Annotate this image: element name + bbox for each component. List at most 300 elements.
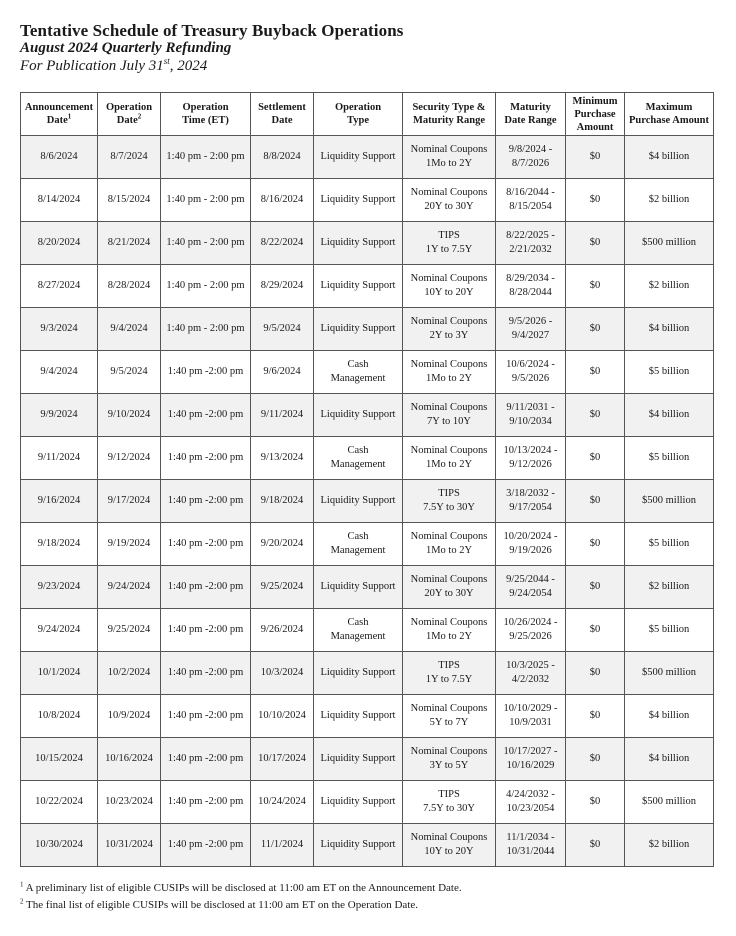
operation-date-cell: 10/16/2024 <box>98 738 161 781</box>
publication-suffix: , 2024 <box>169 58 208 74</box>
settlement-date-cell: 9/5/2024 <box>251 308 314 351</box>
operation-type-cell <box>314 265 403 308</box>
operation-type-cell-line: Liquidity Support <box>320 237 396 248</box>
security-type-cell-line: TIPS <box>438 660 460 671</box>
security-type-cell-line: TIPS <box>438 488 460 499</box>
announcement-date-cell: 9/9/2024 <box>21 394 98 437</box>
security-type-cell-line: Nominal Coupons <box>410 187 488 198</box>
security-type-cell-line: 1Y to 7.5Y <box>425 674 473 685</box>
maximum-purchase-cell: $5 billion <box>625 523 714 566</box>
operation-date-cell: 9/19/2024 <box>98 523 161 566</box>
maximum-purchase-cell: $4 billion <box>625 738 714 781</box>
minimum-purchase-cell: $0 <box>566 265 625 308</box>
footnote-text: A preliminary list of eligible CUSIPs will be disclosed at 11:00 am ET on the Announcement Date. <box>23 882 462 894</box>
minimum-purchase-cell: $0 <box>566 222 625 265</box>
maturity-range-cell-line: 9/11/2031 - <box>506 402 555 413</box>
footnote-number: 2 <box>20 897 24 906</box>
operation-time-cell: 1:40 pm -2:00 pm <box>161 781 251 824</box>
operation-date-cell: 10/2/2024 <box>98 652 161 695</box>
table-row <box>21 824 714 867</box>
maximum-purchase-cell: $4 billion <box>625 136 714 179</box>
announcement-date-cell: 9/11/2024 <box>21 437 98 480</box>
column-header-text: Operation <box>334 102 382 113</box>
maturity-range-cell-line: 11/1/2034 - <box>506 832 555 843</box>
operation-type-cell <box>314 480 403 523</box>
publication-prefix: For Publication July 31 <box>20 58 164 74</box>
operation-type-cell-line: Cash <box>347 617 369 628</box>
announcement-date-cell: 9/24/2024 <box>21 609 98 652</box>
operation-type-cell-line: Management <box>330 545 386 556</box>
column-header-text: Date Range <box>504 115 557 126</box>
operation-type-cell <box>314 609 403 652</box>
maturity-range-cell <box>496 179 566 222</box>
table-body <box>21 136 714 867</box>
settlement-date-cell: 9/13/2024 <box>251 437 314 480</box>
maturity-range-cell-line: 9/4/2027 <box>511 330 550 341</box>
maximum-purchase-cell: $2 billion <box>625 265 714 308</box>
minimum-purchase-cell: $0 <box>566 179 625 222</box>
operation-type-cell <box>314 351 403 394</box>
maturity-range-cell-line: 9/25/2044 - <box>506 574 555 585</box>
table-row <box>21 523 714 566</box>
operation-type-cell-line: Liquidity Support <box>320 796 396 807</box>
maturity-range-cell <box>496 523 566 566</box>
operation-type-cell <box>314 566 403 609</box>
security-type-cell-line: 1Y to 7.5Y <box>425 244 473 255</box>
page-title: Tentative Schedule of Treasury Buyback Operations <box>20 21 404 40</box>
column-header-line <box>253 114 311 127</box>
column-header-text: Minimum <box>572 95 618 107</box>
operation-date-cell: 9/24/2024 <box>98 566 161 609</box>
settlement-date-cell: 9/11/2024 <box>251 394 314 437</box>
security-type-cell-line: Nominal Coupons <box>410 144 488 155</box>
maturity-range-cell <box>496 781 566 824</box>
security-type-cell-line: Nominal Coupons <box>410 703 488 714</box>
maturity-range-cell <box>496 566 566 609</box>
operation-time-cell: 1:40 pm - 2:00 pm <box>161 308 251 351</box>
settlement-date-cell: 10/24/2024 <box>251 781 314 824</box>
operation-type-cell-line: Management <box>330 373 386 384</box>
settlement-date-cell: 8/29/2024 <box>251 265 314 308</box>
column-header-line <box>627 114 711 127</box>
column-header-line <box>568 108 622 121</box>
column-header-text: Maximum <box>645 102 693 113</box>
announcement-date-cell: 10/30/2024 <box>21 824 98 867</box>
column-header-line <box>498 114 563 127</box>
security-type-cell-line: Nominal Coupons <box>410 402 488 413</box>
operation-type-cell <box>314 222 403 265</box>
minimum-purchase-cell: $0 <box>566 566 625 609</box>
publication-ordinal: st <box>163 56 170 66</box>
operation-date-cell: 8/21/2024 <box>98 222 161 265</box>
maturity-range-cell <box>496 265 566 308</box>
column-header-line <box>568 121 622 134</box>
column-header-text: Purchase Amount <box>628 115 710 126</box>
operation-type-cell-line: Cash <box>347 531 369 542</box>
column-header-text: Date <box>46 115 68 126</box>
announcement-date-cell: 8/6/2024 <box>21 136 98 179</box>
maximum-purchase-cell: $2 billion <box>625 824 714 867</box>
security-type-cell-line: 20Y to 30Y <box>424 201 474 212</box>
maturity-range-cell-line: 9/8/2024 - <box>508 144 553 155</box>
footnote-marker: 2 <box>137 112 142 121</box>
column-header-text: Operation <box>105 102 153 113</box>
column-header-line <box>627 101 711 114</box>
column-header-text: Type <box>347 115 369 126</box>
operation-time-cell: 1:40 pm -2:00 pm <box>161 480 251 523</box>
table-row <box>21 781 714 824</box>
maturity-range-cell-line: 8/22/2025 - <box>506 230 555 241</box>
operation-time-cell: 1:40 pm -2:00 pm <box>161 523 251 566</box>
operation-time-cell: 1:40 pm - 2:00 pm <box>161 179 251 222</box>
security-type-cell-line: 10Y to 20Y <box>424 846 474 857</box>
security-type-cell-line: 20Y to 30Y <box>424 588 474 599</box>
footnote <box>20 880 462 897</box>
operation-date-cell: 9/17/2024 <box>98 480 161 523</box>
security-type-cell-line: Nominal Coupons <box>410 273 488 284</box>
page-subtitle: August 2024 Quarterly Refunding <box>20 40 232 56</box>
operation-time-cell: 1:40 pm -2:00 pm <box>161 609 251 652</box>
operation-date-cell: 8/28/2024 <box>98 265 161 308</box>
minimum-purchase-cell: $0 <box>566 695 625 738</box>
table-row <box>21 308 714 351</box>
table-row <box>21 265 714 308</box>
operation-date-cell: 10/31/2024 <box>98 824 161 867</box>
operation-time-cell: 1:40 pm -2:00 pm <box>161 351 251 394</box>
operation-date-cell: 10/9/2024 <box>98 695 161 738</box>
maturity-range-cell-line: 9/17/2054 <box>509 502 552 513</box>
operation-date-cell: 9/25/2024 <box>98 609 161 652</box>
operation-type-cell <box>314 437 403 480</box>
column-header-text: Settlement <box>258 102 306 113</box>
footnote-marker: 1 <box>67 112 72 121</box>
operation-type-cell <box>314 394 403 437</box>
column-header <box>98 93 161 136</box>
column-header-text: Announcement <box>24 102 94 113</box>
security-type-cell <box>403 695 496 738</box>
table-row <box>21 222 714 265</box>
maturity-range-cell <box>496 824 566 867</box>
maturity-range-cell-line: 9/5/2026 <box>511 373 550 384</box>
maturity-range-cell <box>496 394 566 437</box>
column-header-line <box>23 101 95 114</box>
maturity-range-cell-line: 9/5/2026 - <box>508 316 553 327</box>
operation-date-cell: 9/10/2024 <box>98 394 161 437</box>
settlement-date-cell: 11/1/2024 <box>251 824 314 867</box>
operation-type-cell <box>314 781 403 824</box>
settlement-date-cell: 9/26/2024 <box>251 609 314 652</box>
operation-date-cell: 10/23/2024 <box>98 781 161 824</box>
minimum-purchase-cell: $0 <box>566 480 625 523</box>
maturity-range-cell-line: 10/23/2054 <box>506 803 555 814</box>
maturity-range-cell <box>496 222 566 265</box>
maximum-purchase-cell: $5 billion <box>625 609 714 652</box>
security-type-cell-line: 7Y to 10Y <box>427 416 471 427</box>
column-header-line <box>405 114 493 127</box>
security-type-cell-line: TIPS <box>438 789 460 800</box>
security-type-cell-line: Nominal Coupons <box>410 359 488 370</box>
security-type-cell <box>403 480 496 523</box>
maximum-purchase-cell: $500 million <box>625 781 714 824</box>
security-type-cell-line: Nominal Coupons <box>410 746 488 757</box>
minimum-purchase-cell: $0 <box>566 351 625 394</box>
operation-time-cell: 1:40 pm -2:00 pm <box>161 824 251 867</box>
operation-type-cell-line: Cash <box>347 359 369 370</box>
operation-time-cell: 1:40 pm -2:00 pm <box>161 437 251 480</box>
table-row <box>21 738 714 781</box>
security-type-cell <box>403 308 496 351</box>
column-header-text: Operation <box>182 102 229 113</box>
table-row <box>21 351 714 394</box>
footnotes <box>20 880 462 914</box>
publication-date <box>20 58 207 75</box>
operation-type-cell <box>314 652 403 695</box>
table-row <box>21 695 714 738</box>
minimum-purchase-cell: $0 <box>566 609 625 652</box>
column-header-text: Security Type & <box>412 102 486 113</box>
maximum-purchase-cell: $4 billion <box>625 695 714 738</box>
maturity-range-cell-line: 8/16/2044 - <box>506 187 555 198</box>
announcement-date-cell: 8/14/2024 <box>21 179 98 222</box>
security-type-cell <box>403 566 496 609</box>
maturity-range-cell-line: 10/26/2024 - <box>503 617 558 628</box>
maturity-range-cell-line: 10/3/2025 - <box>506 660 555 671</box>
operation-type-cell <box>314 695 403 738</box>
operation-time-cell: 1:40 pm - 2:00 pm <box>161 136 251 179</box>
security-type-cell-line: Nominal Coupons <box>410 531 488 542</box>
operation-type-cell-line: Liquidity Support <box>320 409 396 420</box>
column-header-text: Time (ET) <box>182 115 229 126</box>
operation-type-cell-line: Management <box>330 631 386 642</box>
maturity-range-cell-line: 9/19/2026 <box>509 545 552 556</box>
announcement-date-cell: 10/8/2024 <box>21 695 98 738</box>
maturity-range-cell-line: 9/10/2034 <box>509 416 552 427</box>
security-type-cell <box>403 265 496 308</box>
maturity-range-cell-line: 8/29/2034 - <box>506 273 555 284</box>
maturity-range-cell-line: 4/24/2032 - <box>506 789 555 800</box>
maximum-purchase-cell: $2 billion <box>625 179 714 222</box>
table-row <box>21 609 714 652</box>
operation-type-cell <box>314 523 403 566</box>
column-header <box>566 93 625 136</box>
column-header-line <box>316 114 400 127</box>
operation-date-cell: 9/12/2024 <box>98 437 161 480</box>
column-header-line <box>23 114 95 127</box>
security-type-cell-line: TIPS <box>438 230 460 241</box>
operation-date-cell: 9/5/2024 <box>98 351 161 394</box>
security-type-cell <box>403 179 496 222</box>
minimum-purchase-cell: $0 <box>566 136 625 179</box>
announcement-date-cell: 9/3/2024 <box>21 308 98 351</box>
column-header <box>251 93 314 136</box>
maturity-range-cell <box>496 308 566 351</box>
operation-type-cell <box>314 179 403 222</box>
maximum-purchase-cell: $500 million <box>625 222 714 265</box>
maturity-range-cell-line: 10/16/2029 <box>506 760 555 771</box>
operation-type-cell-line: Liquidity Support <box>320 839 396 850</box>
security-type-cell-line: Nominal Coupons <box>410 617 488 628</box>
security-type-cell <box>403 222 496 265</box>
table-row <box>21 566 714 609</box>
operation-time-cell: 1:40 pm - 2:00 pm <box>161 265 251 308</box>
operation-type-cell-line: Liquidity Support <box>320 151 396 162</box>
announcement-date-cell: 10/1/2024 <box>21 652 98 695</box>
operation-type-cell-line: Liquidity Support <box>320 581 396 592</box>
maximum-purchase-cell: $5 billion <box>625 437 714 480</box>
table-row <box>21 437 714 480</box>
maturity-range-cell-line: 10/17/2027 - <box>503 746 558 757</box>
column-header <box>625 93 714 136</box>
security-type-cell <box>403 394 496 437</box>
maturity-range-cell-line: 10/13/2024 - <box>503 445 558 456</box>
operation-time-cell: 1:40 pm -2:00 pm <box>161 394 251 437</box>
maturity-range-cell-line: 9/25/2026 <box>509 631 552 642</box>
maturity-range-cell-line: 10/9/2031 <box>509 717 552 728</box>
footnote-number: 1 <box>20 880 24 889</box>
column-header-line <box>316 101 400 114</box>
table-row <box>21 480 714 523</box>
security-type-cell <box>403 781 496 824</box>
maturity-range-cell-line: 10/10/2029 - <box>503 703 558 714</box>
security-type-cell-line: 1Mo to 2Y <box>425 545 473 556</box>
operation-type-cell-line: Liquidity Support <box>320 753 396 764</box>
table-row <box>21 652 714 695</box>
maximum-purchase-cell: $2 billion <box>625 566 714 609</box>
announcement-date-cell: 8/20/2024 <box>21 222 98 265</box>
announcement-date-cell: 8/27/2024 <box>21 265 98 308</box>
column-header-text: Amount <box>576 121 614 133</box>
settlement-date-cell: 10/17/2024 <box>251 738 314 781</box>
column-header-text: Maturity Range <box>412 115 486 126</box>
column-header-text: Date <box>271 115 293 126</box>
operation-type-cell-line: Liquidity Support <box>320 667 396 678</box>
column-header-line <box>163 101 248 114</box>
announcement-date-cell: 9/16/2024 <box>21 480 98 523</box>
security-type-cell-line: Nominal Coupons <box>410 832 488 843</box>
column-header-line <box>498 101 563 114</box>
security-type-cell <box>403 437 496 480</box>
announcement-date-cell: 9/18/2024 <box>21 523 98 566</box>
maturity-range-cell-line: 4/2/2032 <box>511 674 550 685</box>
maturity-range-cell-line: 3/18/2032 - <box>506 488 555 499</box>
minimum-purchase-cell: $0 <box>566 781 625 824</box>
operation-time-cell: 1:40 pm -2:00 pm <box>161 566 251 609</box>
column-header-text: Purchase <box>574 108 616 120</box>
column-header-line <box>253 101 311 114</box>
operation-type-cell <box>314 308 403 351</box>
settlement-date-cell: 9/25/2024 <box>251 566 314 609</box>
maturity-range-cell-line: 2/21/2032 <box>509 244 552 255</box>
security-type-cell-line: 7.5Y to 30Y <box>423 502 475 513</box>
security-type-cell-line: 1Mo to 2Y <box>425 631 473 642</box>
settlement-date-cell: 10/3/2024 <box>251 652 314 695</box>
security-type-cell-line: 1Mo to 2Y <box>425 459 473 470</box>
operation-type-cell-line: Liquidity Support <box>320 710 396 721</box>
buyback-schedule-table <box>20 92 714 867</box>
operation-date-cell: 8/7/2024 <box>98 136 161 179</box>
maturity-range-cell-line: 10/31/2044 <box>506 846 555 857</box>
maturity-range-cell <box>496 652 566 695</box>
column-header-text: Maturity <box>510 102 551 113</box>
maximum-purchase-cell: $4 billion <box>625 308 714 351</box>
security-type-cell <box>403 738 496 781</box>
maturity-range-cell-line: 10/6/2024 - <box>506 359 555 370</box>
security-type-cell-line: 1Mo to 2Y <box>425 373 473 384</box>
maturity-range-cell-line: 9/24/2054 <box>509 588 552 599</box>
maturity-range-cell <box>496 480 566 523</box>
security-type-cell <box>403 824 496 867</box>
operation-type-cell <box>314 738 403 781</box>
security-type-cell-line: Nominal Coupons <box>410 445 488 456</box>
table-header <box>21 93 714 136</box>
maximum-purchase-cell: $5 billion <box>625 351 714 394</box>
minimum-purchase-cell: $0 <box>566 824 625 867</box>
security-type-cell-line: Nominal Coupons <box>410 574 488 585</box>
security-type-cell-line: 10Y to 20Y <box>424 287 474 298</box>
column-header-line <box>568 95 622 108</box>
table-row <box>21 394 714 437</box>
operation-type-cell-line: Liquidity Support <box>320 194 396 205</box>
column-header <box>21 93 98 136</box>
maturity-range-cell-line: 8/7/2026 <box>511 158 550 169</box>
footnote <box>20 897 462 914</box>
minimum-purchase-cell: $0 <box>566 308 625 351</box>
maturity-range-cell <box>496 695 566 738</box>
maturity-range-cell <box>496 136 566 179</box>
settlement-date-cell: 8/16/2024 <box>251 179 314 222</box>
maturity-range-cell <box>496 738 566 781</box>
operation-type-cell <box>314 824 403 867</box>
operation-date-cell: 9/4/2024 <box>98 308 161 351</box>
settlement-date-cell: 10/10/2024 <box>251 695 314 738</box>
operation-type-cell <box>314 136 403 179</box>
footnote-text: The final list of eligible CUSIPs will be disclosed at 11:00 am ET on the Operation Date. <box>23 899 419 911</box>
maturity-range-cell-line: 8/28/2044 <box>509 287 552 298</box>
operation-time-cell: 1:40 pm - 2:00 pm <box>161 222 251 265</box>
table-row <box>21 136 714 179</box>
settlement-date-cell: 8/22/2024 <box>251 222 314 265</box>
minimum-purchase-cell: $0 <box>566 738 625 781</box>
settlement-date-cell: 8/8/2024 <box>251 136 314 179</box>
operation-type-cell-line: Liquidity Support <box>320 495 396 506</box>
maximum-purchase-cell: $500 million <box>625 652 714 695</box>
column-header-line <box>163 114 248 127</box>
minimum-purchase-cell: $0 <box>566 652 625 695</box>
maximum-purchase-cell: $4 billion <box>625 394 714 437</box>
security-type-cell <box>403 351 496 394</box>
announcement-date-cell: 9/23/2024 <box>21 566 98 609</box>
security-type-cell-line: Nominal Coupons <box>410 316 488 327</box>
operation-date-cell: 8/15/2024 <box>98 179 161 222</box>
announcement-date-cell: 10/22/2024 <box>21 781 98 824</box>
settlement-date-cell: 9/6/2024 <box>251 351 314 394</box>
security-type-cell-line: 5Y to 7Y <box>429 717 469 728</box>
minimum-purchase-cell: $0 <box>566 523 625 566</box>
column-header <box>161 93 251 136</box>
minimum-purchase-cell: $0 <box>566 437 625 480</box>
column-header-line <box>100 114 158 127</box>
header-row <box>21 93 714 136</box>
operation-type-cell-line: Liquidity Support <box>320 280 396 291</box>
security-type-cell-line: 3Y to 5Y <box>429 760 469 771</box>
settlement-date-cell: 9/18/2024 <box>251 480 314 523</box>
operation-time-cell: 1:40 pm -2:00 pm <box>161 695 251 738</box>
maximum-purchase-cell: $500 million <box>625 480 714 523</box>
announcement-date-cell: 9/4/2024 <box>21 351 98 394</box>
operation-type-cell-line: Cash <box>347 445 369 456</box>
maturity-range-cell-line: 9/12/2026 <box>509 459 552 470</box>
operation-time-cell: 1:40 pm -2:00 pm <box>161 738 251 781</box>
